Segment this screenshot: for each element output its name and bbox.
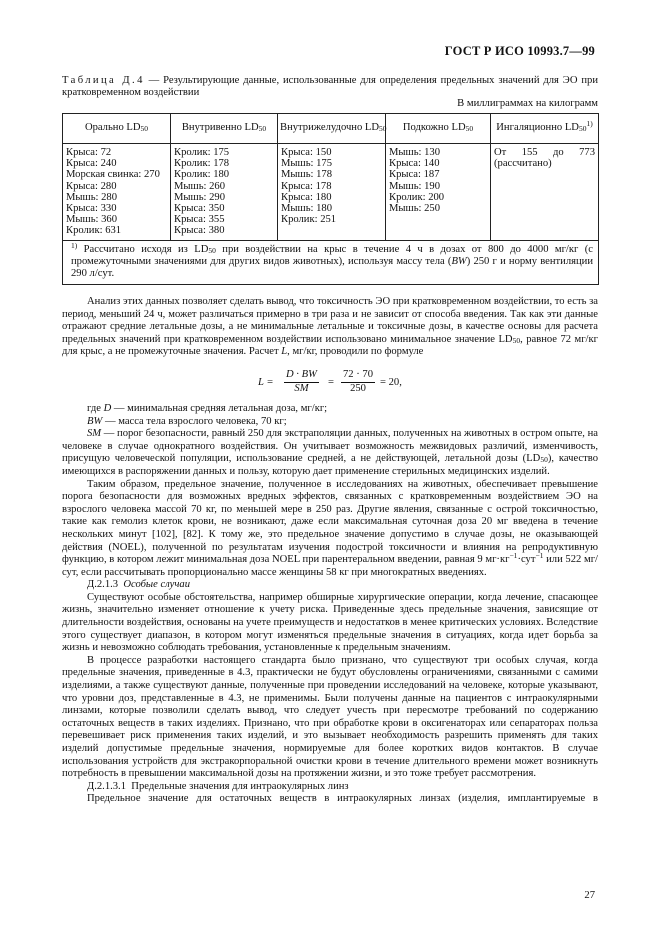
definition-BW: BW — масса тела взрослого человека, 70 кг; [87, 415, 287, 427]
cell-intravenous: Кролик: 175 Кролик: 178 Кролик: 180 Мышь: 260 Мышь: 290 Крыса: 350 Крыса: 355 Крыса: 380 [171, 144, 278, 241]
document-header: ГОСТ Р ИСО 10993.7—99 [444, 44, 595, 58]
table-header-row [63, 114, 599, 144]
formula-result: = 20, [380, 376, 402, 388]
col-header-intravenous: Внутривенно $LD_{50}$ [171, 114, 278, 144]
table-data-row [63, 144, 599, 241]
cell-subcutaneous: Мышь: 130 Крыса: 140 Крыса: 187 Мышь: 190 Кролик: 200 Мышь: 250 [386, 144, 491, 241]
col-header-intragastric: Внутрижелудочно $LD_{50}$ [278, 114, 386, 144]
definition-D: где D — минимальная средняя летальная доза, мг/кг; [87, 402, 328, 414]
formula-lhs: L = [258, 376, 274, 388]
cell-intragastric: Крыса: 150 Мышь: 175 Мышь: 178 Крыса: 178 Крыса: 180 Мышь: 180 Кролик: 251 [278, 144, 386, 241]
table-footnote: $^{1)}$ Рассчитано исходя из $LD_{50}$ при воздействии на крыс в течение 4 ч в дозах от 800 до 4000 мг/кг (с промежуточными значениями для других видов животных), используя массу тела (BW) 250 г и норму вентиляции 290 л/сут. [63, 240, 599, 285]
cell-inhalation: От 155 до 773 (рассчитано) [491, 144, 599, 241]
formula-fraction-1: $\frac{D \cdot BW}{SM}$ [286, 368, 317, 394]
paragraph-special-circumstances: Существуют особые обстоятельства, например обширные хирургические операции, когда лечение, спасающее жизнь, значительно изменяет отношение к учету риска. Приведенные здесь предельные значения, зависящие от длительности воздействия, основаны на учете преимуществ и недостатков в менее критических условиях. Вследствие этого существует диапазон, в котором могут изменяться предельные значения в ситуациях, когда идет борьба за жизнь и невозможно соблюдать требования, установленные к предельным значениям. [62, 591, 598, 654]
paragraph-threshold: Таким образом, предельное значение, полученное в исследованиях на животных, обеспечивает превышение порога безопасности для возможных вредных эффектов, связанных с кратковременным воздействием ЭО на взрослого человека массой 70 кг, по меньшей мере в 250 раз. Другие явления, связанные с острой токсичностью, такие как гемолиз клеток крови, не возникают, даже если максимальная суточная доза 20 мг введена в течение нескольких минут [102], [82]. К тому же, это предельное значение допустимо в случае дозы, не оказывающей действия (NOEL), полученной по результатам изучения подострой токсичности и влияния на репродуктивную функцию, в котором лежит минимальная доза NOEL при парентеральном введении, равная 9 $мг\cdot кг^{-1}\cdot сут^{-1}$ или 522 мг/сут, если рассчитывать пропорционально массе женщины 58 кг при многократных введениях. [62, 478, 598, 578]
paragraph-intraocular: Предельное значение для остаточных веществ в интраокулярных линзах (изделия, имплантируемые в [87, 793, 598, 805]
table-caption [62, 75, 598, 100]
page-number: 27 [584, 890, 595, 901]
table-caption-label: Таблица Д.4 [62, 75, 145, 86]
table-caption-text: — Результирующие данные, использованные для определения предельных значений для ЭО при кратковременном воздействии [62, 75, 598, 99]
definition-SM: SM — порог безопасности, равный 250 для экстраполяции данных, полученных на животных в остром опыте, на человеке в случае однократного воздействия. Он учитывает возможность межвидовых различий, изменчивость, присущую человеческой популяции, использование средней, а не действующей, летальной дозы $(LD_{50})$, качество имеющихся в распоряжении данных и пользу, которую дает применение стерильных медицинских изделий. [62, 428, 598, 477]
section-heading-intraocular: Д.2.1.3.1 Предельные значения для интраокулярных линз [87, 780, 349, 792]
formula-fraction-2: $\frac{72 \cdot 70}{250}$ [343, 368, 374, 394]
section-heading-special-cases: Д.2.1.3 Особые случаи [87, 579, 190, 591]
col-header-subcutaneous: Подкожно $LD_{50}$ [386, 114, 491, 144]
col-header-inhalation: Ингаляционно $LD_{50}^{1)}$ [491, 114, 599, 144]
toxicity-table [62, 113, 599, 285]
paragraph-three-cases: В процессе разработки настоящего стандарта было признано, что существуют три особых случая, когда предельные значения, приведенные в 4.3, практически не будут обусловлены ограничениями, связанными с самими изделиями, а также существуют данные, полученные при проведении исследований на человеке, которые указывают, что уровни доз, представленные в 4.3, не применимы. Были получены данные на пациентов с интраокулярными линзами, которые позволили сделать вывод, что следует учесть при пересмотре требований по содержанию остаточных веществ в таких изделиях. Признано, что при обработке крови в оксигенаторах или сепараторах польза перевешивает риск применения таких изделий, и это вызывает необходимость разрешить применять для таких изделий допустимые предельные значения, нормируемые для более коротких видов контактов. В случае использования устройств для экстракорпоральной очистки крови в течение длительного времени может возникнуть потребность в превышении максимальной дозы на протяжении жизни, и это тоже требует рассмотрения. [62, 654, 598, 780]
cell-oral: Крыса: 72 Крыса: 240 Морская свинка: 270 Крыса: 280 Мышь: 280 Крыса: 330 Мышь: 360 Кролик: 631 [63, 144, 171, 241]
formula-eq: = [328, 376, 334, 388]
table-footnote-row [63, 240, 599, 285]
paragraph-analysis: Анализ этих данных позволяет сделать вывод, что токсичность ЭО при кратковременном воздействии, то есть за период, меньший 24 ч, может различаться примерно в три раза и не зависит от способа введения. Так как эти данные отражают средние летальные дозы, а не минимальные летальные и токсичные дозы, в качестве основы для расчета предельных значений при кратковременном воздействии использовано минимальное значение $LD_{50}$, равное 72 мг/кг для крыс, а не промежуточные значения. Расчет L, мг/кг, проводили по формуле [62, 296, 598, 358]
body-text [62, 296, 598, 806]
formula [62, 365, 598, 399]
col-header-oral: Орально $LD_{50}$ [63, 114, 171, 144]
table-units: В миллиграммах на килограмм [457, 98, 598, 109]
